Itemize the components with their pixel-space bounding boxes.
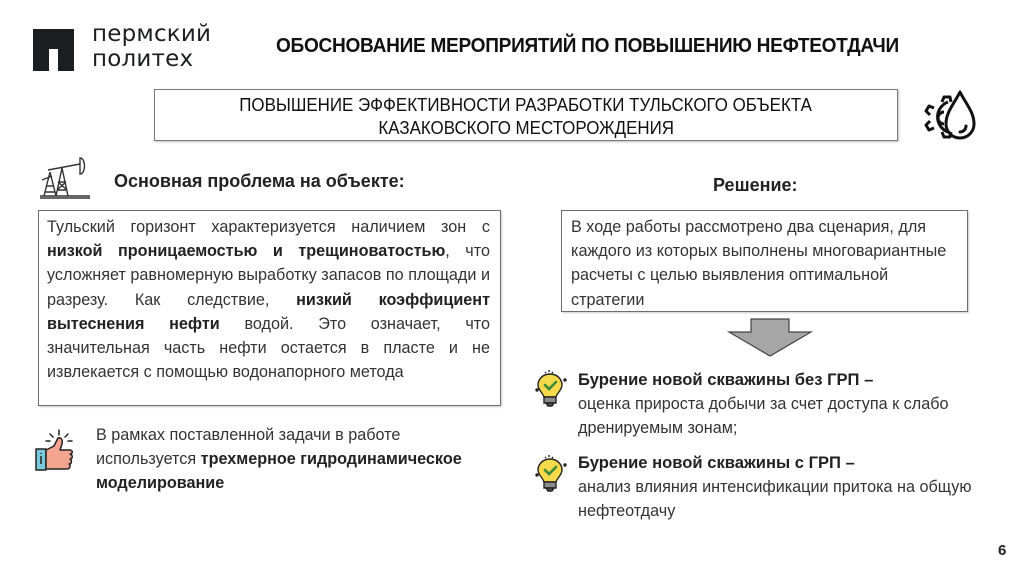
problem-text-1: Тульский горизонт характеризуется наличием зон с xyxy=(47,218,490,236)
solution-heading: Решение: xyxy=(713,175,798,195)
logo-mark-icon xyxy=(33,29,74,71)
oil-pump-jack-icon xyxy=(36,152,92,202)
task-text-bold: трехмерное гидродинамическое моделирование xyxy=(96,450,462,492)
scenario-1 xyxy=(578,368,998,440)
solution-description-box: В ходе работы рассмотрено два сценария, для каждого из которых выполнены многовариантные расчеты с целью выявления оптимальной стратегии xyxy=(561,210,968,312)
problem-description-box xyxy=(38,210,501,406)
banner-line-1: ПОВЫШЕНИЕ ЭФФЕКТИВНОСТИ РАЗРАБОТКИ ТУЛЬСКОГО ОБЪЕКТА xyxy=(239,95,813,115)
task-description xyxy=(96,423,476,495)
logo-text xyxy=(92,22,211,72)
logo-line-2: политех xyxy=(92,46,194,72)
page-title: ОБОСНОВАНИЕ МЕРОПРИЯТИЙ ПО ПОВЫШЕНИЮ НЕФТЕОТДАЧИ xyxy=(276,34,899,57)
lightbulb-check-icon xyxy=(534,453,568,493)
banner-line-2: КАЗАКОВСКОГО МЕСТОРОЖДЕНИЯ xyxy=(378,118,674,138)
arrow-down-icon xyxy=(727,318,813,358)
lightbulb-check-icon xyxy=(534,368,568,408)
logo-line-1: пермский xyxy=(92,21,212,47)
problem-text-bold-1: низкой проницаемостью и трещиноватостью xyxy=(47,242,446,261)
page-number: 6 xyxy=(998,542,1007,559)
scenario-2-title: Бурение новой скважины с ГРП – xyxy=(578,453,855,472)
problem-text-3: водой. Это означает, что значительная часть нефти остается в пласте и не извлекается с помощью водонапорного метода xyxy=(47,314,490,382)
scenario-1-title: Бурение новой скважины без ГРП – xyxy=(578,370,874,389)
problem-text-2: , что усложняет равномерную выработку запасов по площади и разрезу. Как следствие, xyxy=(47,242,490,309)
thumbs-up-icon xyxy=(32,428,78,474)
scenario-1-description: оценка прироста добычи за счет доступа к слабо дренируемым зонам; xyxy=(578,395,949,437)
topic-banner xyxy=(154,89,898,141)
scenario-2-description: анализ влияния интенсификации притока на общую нефтеотдачу xyxy=(578,478,972,520)
scenario-2 xyxy=(578,451,998,523)
gear-oil-drop-icon xyxy=(920,86,980,146)
task-text-plain: В рамках поставленной задачи в работе используется xyxy=(96,426,401,468)
problem-heading: Основная проблема на объекте: xyxy=(114,171,405,191)
problem-text-bold-2: низкий коэффициент вытеснения нефти xyxy=(47,290,490,333)
